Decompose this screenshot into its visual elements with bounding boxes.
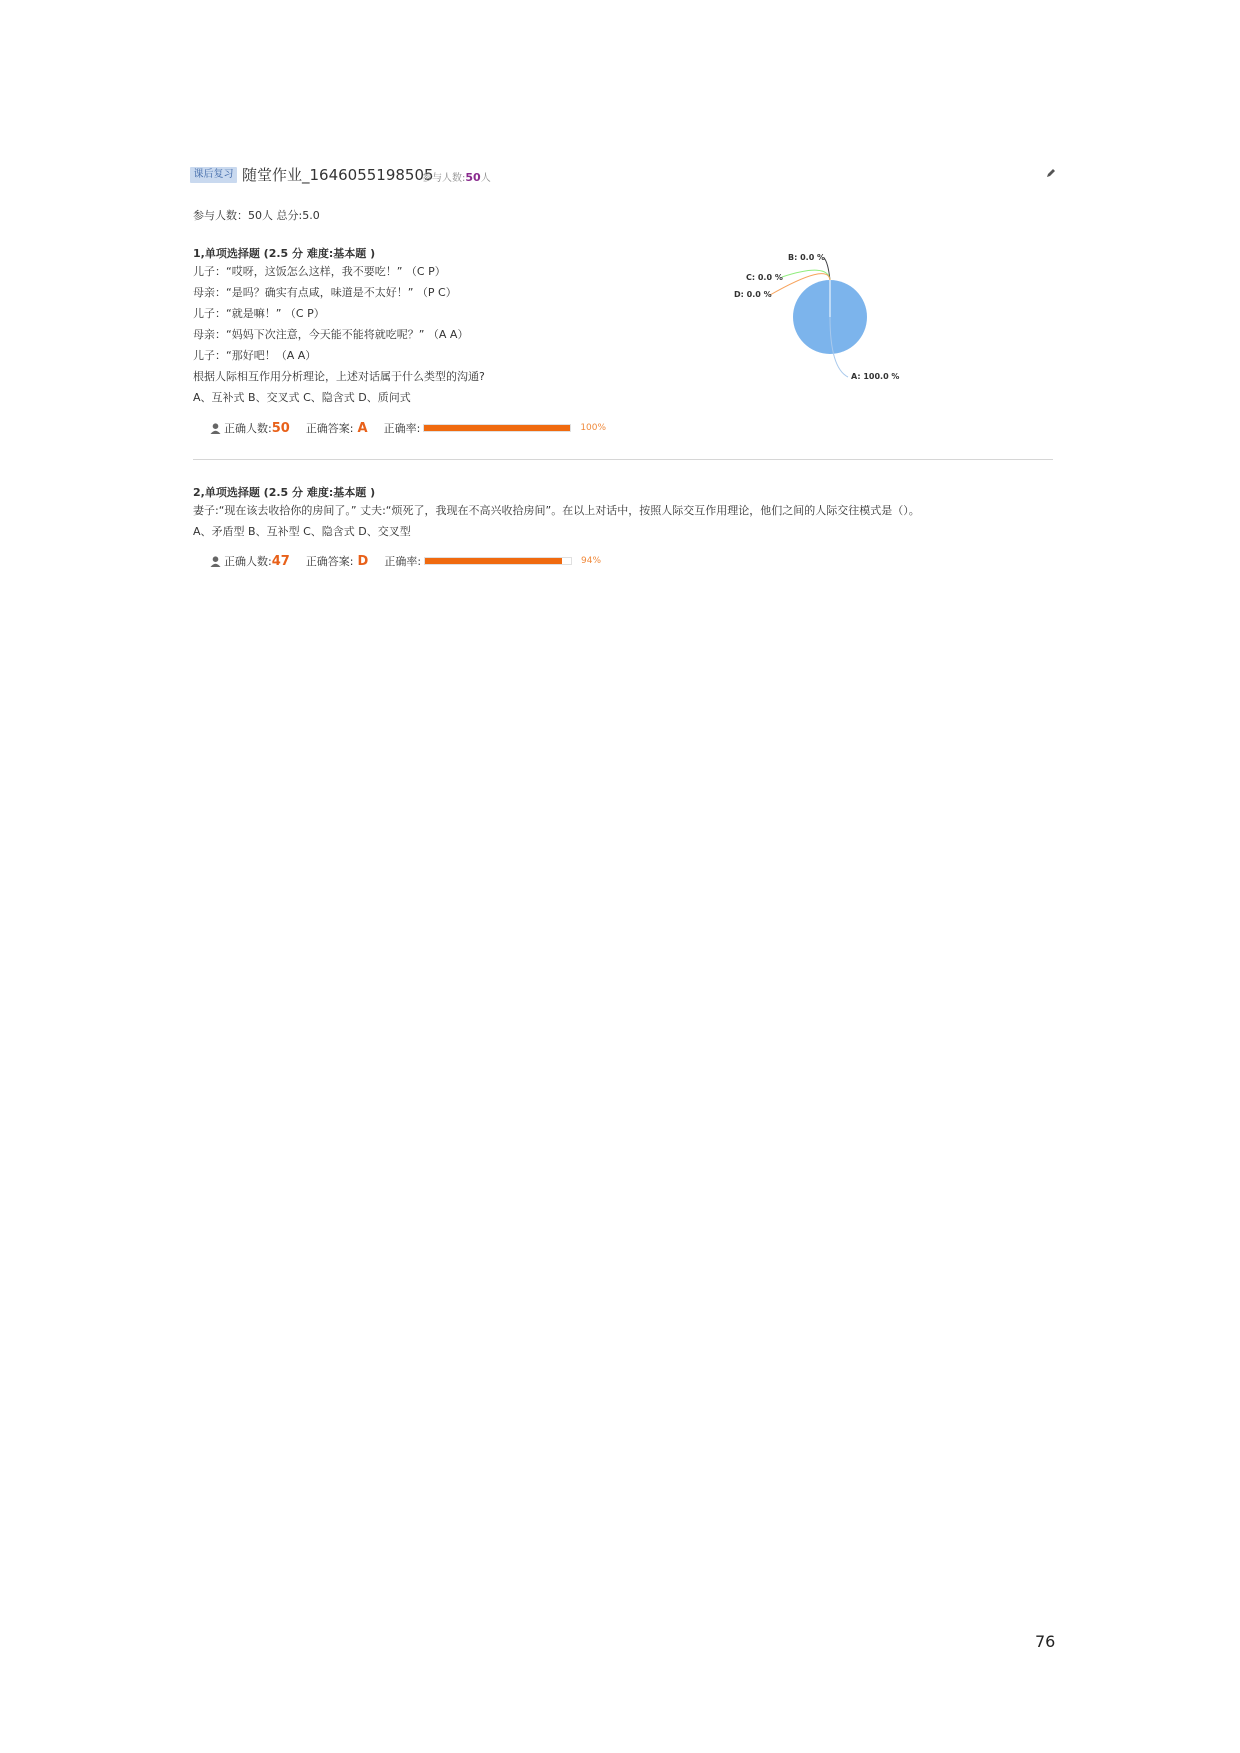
answer-distribution-pie-chart bbox=[720, 245, 920, 395]
correct-answer-label: 正确答案: bbox=[305, 555, 354, 568]
page-number: 76 bbox=[1035, 1632, 1056, 1651]
rate-label: 正确率: bbox=[383, 422, 421, 435]
question-1-heading: 1,单项选择题 (2.5 分 难度:基本题 ) bbox=[193, 247, 376, 260]
question-1-options: A、互补式 B、交叉式 C、隐含式 D、质问式 bbox=[193, 391, 411, 404]
question-1-line: 儿子：“就是嘛！” （C P） bbox=[193, 307, 325, 320]
question-divider bbox=[193, 459, 1053, 460]
summary-line: 参与人数：50人 总分:5.0 bbox=[193, 209, 320, 222]
question-2-options: A、矛盾型 B、互补型 C、隐含式 D、交叉型 bbox=[193, 525, 411, 538]
question-1-line: 儿子：“那好吧！（A A） bbox=[193, 349, 317, 362]
rate-bar bbox=[423, 424, 571, 432]
edit-icon[interactable] bbox=[1046, 168, 1056, 178]
pie-connector-c bbox=[782, 270, 830, 280]
participants-count bbox=[422, 169, 491, 184]
question-1-line: 根据人际相互作用分析理论，上述对话属于什么类型的沟通? bbox=[193, 370, 485, 383]
user-icon bbox=[210, 556, 221, 567]
correct-people-label: 正确人数: bbox=[224, 422, 272, 435]
category-tag: 课后复习 bbox=[190, 167, 237, 183]
rate-percent: 94% bbox=[581, 556, 602, 566]
correct-answer-label: 正确答案: bbox=[305, 422, 354, 435]
pie-label-c: C: 0.0 % bbox=[746, 273, 783, 282]
question-1-line: 母亲：“是吗？确实有点咸，味道是不太好！” （P C） bbox=[193, 286, 457, 299]
participants-value: 50 bbox=[465, 171, 481, 184]
correct-people-label: 正确人数: bbox=[224, 555, 272, 568]
rate-bar-fill bbox=[424, 425, 570, 431]
user-icon bbox=[210, 423, 221, 434]
correct-people-value: 47 bbox=[271, 553, 290, 569]
question-2-stats bbox=[210, 553, 601, 569]
rate-bar bbox=[424, 557, 572, 565]
correct-answer-value: A bbox=[357, 420, 368, 436]
question-2-body bbox=[193, 500, 920, 542]
participants-suffix: 人 bbox=[480, 173, 491, 184]
question-1-stats bbox=[210, 420, 606, 436]
participants-prefix: 参与人数: bbox=[422, 173, 466, 184]
pie-label-a: A: 100.0 % bbox=[851, 372, 900, 381]
question-1-body bbox=[193, 261, 485, 408]
pie-label-d: D: 0.0 % bbox=[734, 290, 772, 299]
rate-bar-fill bbox=[425, 558, 562, 564]
rate-label: 正确率: bbox=[384, 555, 422, 568]
correct-people-value: 50 bbox=[271, 420, 290, 436]
correct-answer-value: D bbox=[357, 553, 369, 569]
question-2-line: 妻子:“现在该去收拾你的房间了。” 丈夫:“烦死了，我现在不高兴收拾房间”。在以上对话中，按照人际交互作用理论，他们之间的人际交往模式是（）。 bbox=[193, 504, 920, 517]
assignment-title: 随堂作业_1646055198505 bbox=[242, 166, 434, 184]
question-2-heading: 2,单项选择题 (2.5 分 难度:基本题 ) bbox=[193, 486, 376, 499]
pie-label-b: B: 0.0 % bbox=[788, 253, 826, 262]
question-1-line: 儿子：“哎呀，这饭怎么这样，我不要吃！” （C P） bbox=[193, 265, 446, 278]
rate-percent: 100% bbox=[580, 423, 607, 433]
question-1-line: 母亲：“妈妈下次注意，今天能不能将就吃呢？” （A A） bbox=[193, 328, 469, 341]
